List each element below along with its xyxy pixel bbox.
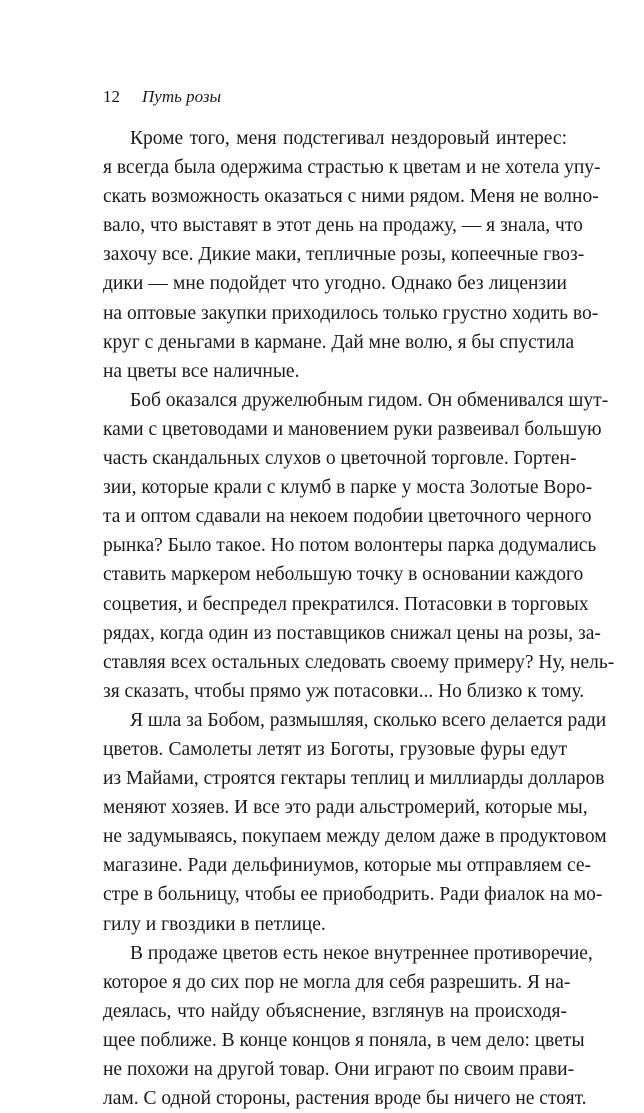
text-line: меняют хозяев. И все это ради альстромерий, которые мы, [103,797,588,819]
paragraph [103,124,601,386]
text-line: не задумываясь, покупаем между делом даже в продуктовом [103,826,607,848]
text-line: магазине. Ради дельфиниумов, которые мы отправляем се- [103,855,592,877]
text-line: рынка? Было такое. Но потом волонтеры парка додумались [103,535,597,557]
text-line: скать возможность оказаться с ними рядом. Меня не волно- [103,186,599,208]
text-line: на оптовые закупки приходилось только грустно ходить во- [103,302,599,324]
body-text [103,124,615,1113]
text-line: я всегда была одержима страстью к цветам и не хотела упу- [103,157,601,179]
text-line: В продаже цветов есть некое внутреннее противоречие, [130,942,593,964]
text-line: Боб оказался дружелюбным гидом. Он обменивался шут- [130,389,609,411]
text-line: та и оптом сдавали на некоем подобии цветочного черного [103,506,592,528]
paragraph [103,386,615,706]
text-line: из Майами, строятся гектары теплиц и миллиарды долларов [103,768,605,790]
text-line: лам. С одной стороны, растения вроде бы ничего не стоят. [103,1088,587,1110]
text-line: деялась, что найду объяснение, взглянув на происходя- [103,1000,567,1022]
page-number: 12 [103,87,120,106]
text-line: не похожи на другой товар. Они играют по своим прави- [103,1059,575,1080]
text-line: дики — мне подойдет что угодно. Однако без лицензии [103,273,567,295]
text-line: захочу все. Дикие маки, тепличные розы, копеечные гвоз- [103,244,585,266]
paragraph [103,706,607,939]
text-line: зя сказать, чтобы прямо уж потасовки... Но близко к тому. [103,680,585,702]
text-line: ками с цветоводами и мановением руки развеивал большую [103,418,602,440]
text-line: круг с деньгами в кармане. Дай мне волю, я бы спустила [103,331,575,353]
text-line: зии, которые крали с клумб в парке у моста Золотые Воро- [103,477,593,499]
paragraph [103,939,593,1113]
book-title: Путь розы [142,87,222,106]
text-line: на цветы все наличные. [103,360,300,382]
text-line: рядах, когда один из поставщиков снижал цены на розы, за- [103,622,601,644]
text-line: гилу и гвоздики в петлице. [103,913,326,935]
text-line: соцветия, и беспредел прекратился. Потасовки в торговых [103,593,589,615]
text-line: Я шла за Бобом, размышляя, сколько всего делается ради [130,709,607,731]
text-line: ставляя всех остальных следовать своему примеру? Ну, нель- [103,651,615,673]
text-line: вало, что выставят в этот день на продажу, — я знала, что [103,215,583,237]
text-line: стре в больницу, чтобы ее приободрить. Ради фиалок на мо- [103,884,603,906]
text-line: цветов. Самолеты летят из Боготы, грузовые фуры едут [103,738,567,760]
text-line: Кроме того, меня подстегивал нездоровый интерес: [130,128,567,149]
text-line: ставить маркером небольшую точку в основании каждого [103,564,584,586]
text-line: которое я до сих пор не могла для себя разрешить. Я на- [103,971,571,993]
text-line: часть скандальных слухов о цветочной торговле. Гортен- [103,448,577,470]
running-head [103,86,221,108]
text-line: щее поближе. В конце концов я поняла, в чем дело: цветы [103,1029,585,1051]
